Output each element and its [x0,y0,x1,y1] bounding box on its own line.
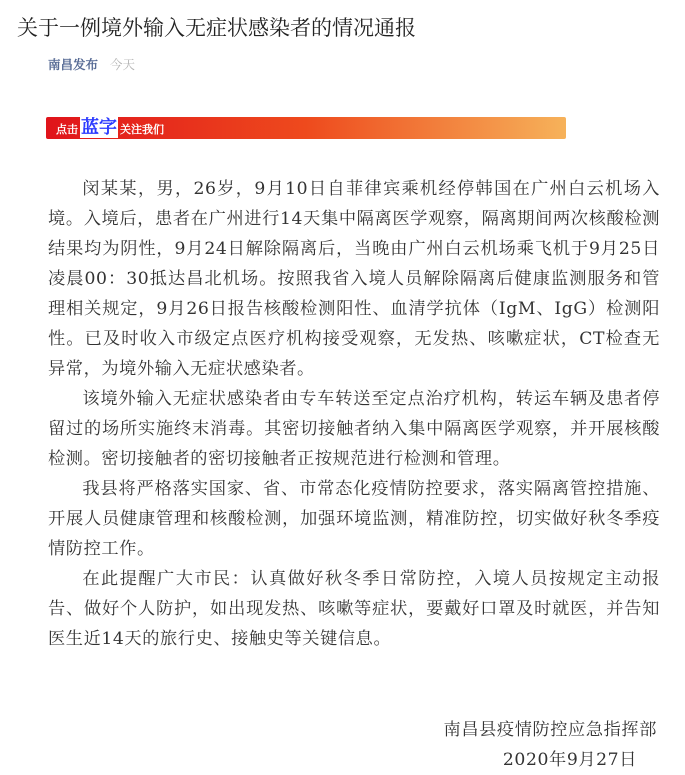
paragraph-public-reminder: 在此提醒广大市民：认真做好秋冬季日常防控，入境人员按规定主动报告、做好个人防护，如出现发热、咳嗽等症状，要戴好口罩及时就医，并告知医生近14天的旅行史、接触史等关键信息。 [48,569,660,649]
follow-banner[interactable] [46,117,566,139]
account-name-link[interactable]: 南昌发布 [48,57,99,72]
signature-block [444,715,657,775]
follow-banner-text [56,117,164,139]
paragraph-case-details: 闵某某，男，26岁，9月10日自菲律宾乘机经停韩国在广州白云机场入境。入境后，患者在广州进行14天集中隔离医学观察，隔离期间两次核酸检测结果均为阴性，9月24日解除隔离后，当晚由广州白云机场乘飞机于9月25日凌晨00：30抵达昌北机场。按照我省入境人员解除隔离后健康监测服务和管理相关规定，9月26日报告核酸检测阳性、血清学抗体（IgM、IgG）检测阳性。已及时收入市级定点医疗机构接受观察，无发热、咳嗽症状，CT检查无异常，为境外输入无症状感染者。 [48,179,660,379]
article-title: 关于一例境外输入无症状感染者的情况通报 [17,16,416,40]
signature-org: 南昌县疫情防控应急指挥部 [443,720,657,740]
signature-date: 2020年9月27日 [502,750,637,770]
banner-prefix: 点击 [56,123,78,136]
banner-highlight: 蓝字 [81,117,117,138]
publish-time: 今天 [110,57,136,72]
article-meta [48,55,135,73]
paragraph-disinfection: 该境外输入无症状感染者由专车转送至定点治疗机构，转运车辆及患者停留过的场所实施终末消毒。其密切接触者纳入集中隔离医学观察，并开展核酸检测。密切接触者的密切接触者正按规范进行检测和管理。 [48,389,660,469]
paragraph-prevention-measures: 我县将严格落实国家、省、市常态化疫情防控要求，落实隔离管控措施、开展人员健康管理和核酸检测，加强环境监测，精准防控，切实做好秋冬季疫情防控工作。 [48,479,660,559]
banner-suffix: 关注我们 [120,123,164,136]
article-body [48,174,660,654]
